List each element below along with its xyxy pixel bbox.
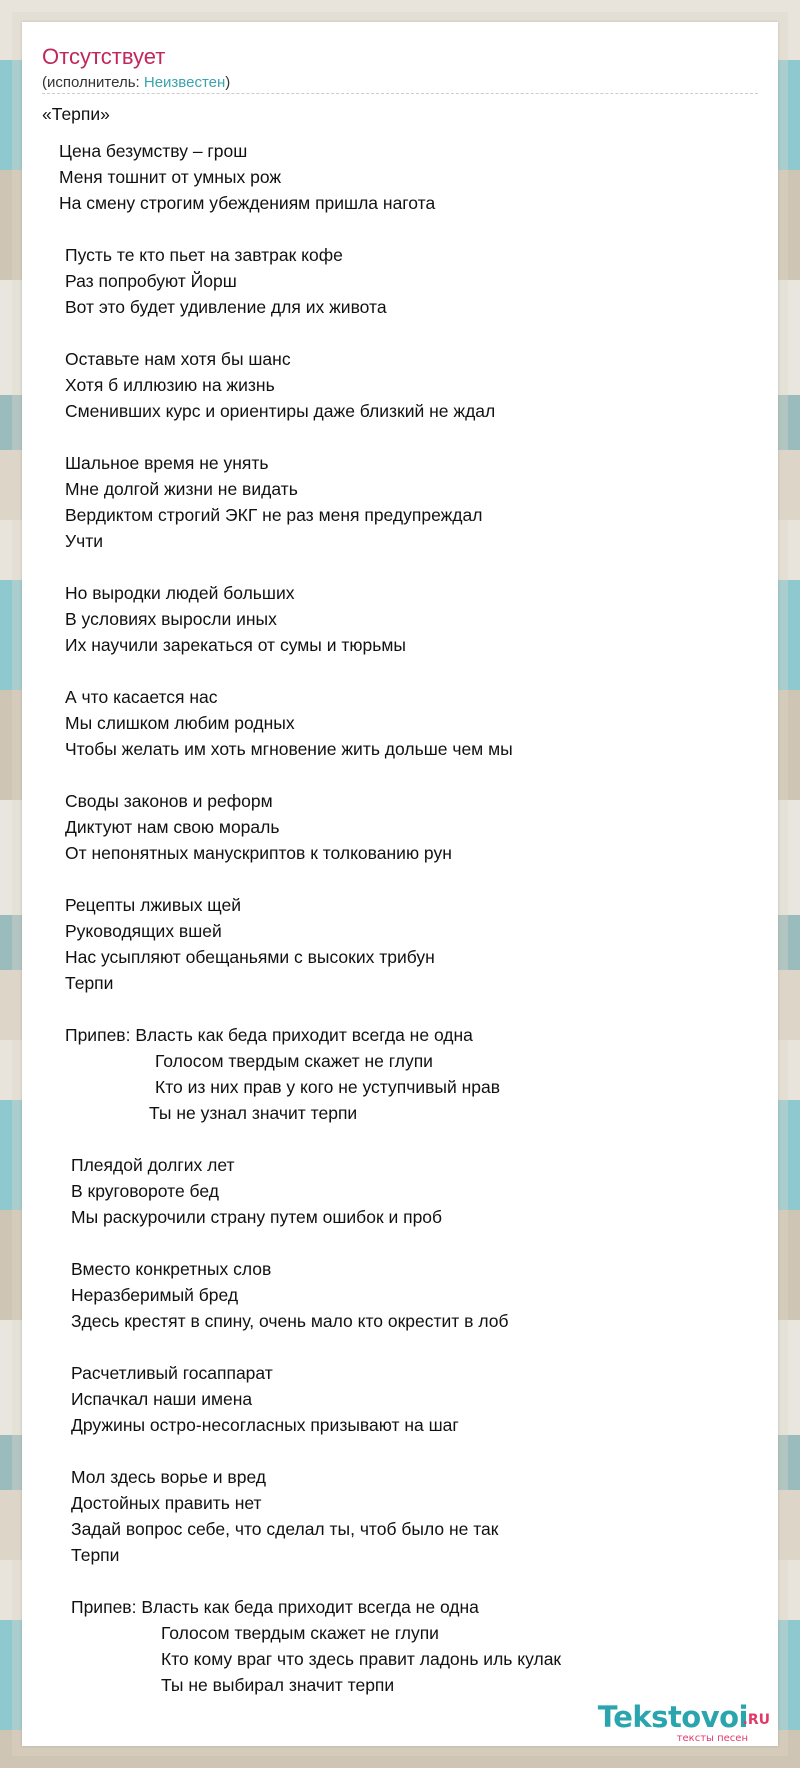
chorus-line: Кто кому враг что здесь правит ладонь иль кулак bbox=[161, 1649, 562, 1669]
lyric-line: Учти bbox=[65, 531, 104, 551]
lyric-line: Меня тошнит от умных рож bbox=[59, 167, 282, 187]
lyric-line: Терпи bbox=[65, 973, 114, 993]
artist-prefix: (исполнитель: bbox=[42, 74, 144, 91]
lyric-line: Терпи bbox=[71, 1545, 120, 1565]
lyric-line: Хотя б иллюзию на жизнь bbox=[65, 375, 275, 395]
lyric-line: Задай вопрос себе, что сделал ты, чтоб было не так bbox=[71, 1519, 499, 1539]
lyric-line: В круговороте бед bbox=[71, 1181, 219, 1201]
lyric-line: Вердиктом строгий ЭКГ не раз меня предупреждал bbox=[65, 505, 483, 525]
lyric-line: Достойных править нет bbox=[71, 1493, 262, 1513]
chorus-line: Голосом твердым скажет не глупи bbox=[155, 1051, 433, 1071]
lyric-line: Их научили зарекаться от сумы и тюрьмы bbox=[65, 635, 406, 655]
lyric-line: Руководящих вшей bbox=[65, 921, 222, 941]
watermark-brand: Tekstovoi bbox=[597, 1700, 748, 1734]
lyric-line: А что касается нас bbox=[65, 687, 218, 707]
lyric-line: Расчетливый госаппарат bbox=[71, 1363, 273, 1383]
lyric-line: Испачкал наши имена bbox=[71, 1389, 253, 1409]
lyric-line: Мы раскурочили страну путем ошибок и проб bbox=[71, 1207, 443, 1227]
chorus-line: Ты не выбирал значит терпи bbox=[161, 1675, 395, 1695]
artist-link[interactable]: Неизвестен bbox=[143, 74, 226, 91]
lyrics-card bbox=[22, 22, 778, 1746]
lyric-line: Плеядой долгих лет bbox=[71, 1155, 235, 1175]
lyric-line: Чтобы желать им хоть мгновение жить дольше чем мы bbox=[65, 739, 513, 759]
lyric-line: Мне долгой жизни не видать bbox=[65, 479, 298, 499]
lyric-line: Диктуют нам свою мораль bbox=[65, 817, 280, 837]
song-title: Отсутствует bbox=[42, 44, 166, 69]
watermark-tld: .RU bbox=[742, 1712, 770, 1728]
lyric-line: Рецепты лживых щей bbox=[65, 895, 242, 915]
lyric-line: В условиях выросли иных bbox=[65, 609, 277, 629]
lyric-line: Сменивших курс и ориентиры даже близкий не ждал bbox=[65, 401, 496, 421]
lyrics-body bbox=[22, 22, 778, 1746]
lyric-line: Пусть те кто пьет на завтрак кофе bbox=[65, 245, 343, 265]
lyric-line: Нас усыпляют обещаньями с высоких трибун bbox=[65, 947, 435, 967]
lyric-line: Неразберимый бред bbox=[71, 1285, 239, 1305]
artist-suffix: ) bbox=[225, 74, 231, 91]
lyric-line: Оставьте нам хотя бы шанс bbox=[65, 349, 291, 369]
lyric-line: Шальное время не унять bbox=[65, 453, 269, 473]
lyric-line: Вот это будет удивление для их живота bbox=[65, 297, 387, 317]
chorus-line: Ты не узнал значит терпи bbox=[149, 1103, 358, 1123]
song-quoted-title: «Терпи» bbox=[42, 104, 110, 124]
chorus-line: Голосом твердым скажет не глупи bbox=[161, 1623, 439, 1643]
lyric-line: Вместо конкретных слов bbox=[71, 1259, 272, 1279]
chorus-line: Кто из них прав у кого не уступчивый нрав bbox=[155, 1077, 501, 1097]
lyric-line: Дружины остро-несогласных призывают на шаг bbox=[71, 1415, 459, 1435]
lyric-line: Своды законов и реформ bbox=[65, 791, 273, 811]
watermark-tagline: тексты песен bbox=[676, 1733, 748, 1744]
chorus-line: Припев: Власть как беда приходит всегда не одна bbox=[71, 1597, 479, 1617]
lyric-line: Здесь крестят в спину, очень мало кто окрестит в лоб bbox=[71, 1311, 509, 1331]
lyric-line: Но выродки людей больших bbox=[65, 583, 295, 603]
lyric-line: Цена безумству – грош bbox=[59, 141, 248, 161]
lyric-line: Раз попробуют Йорш bbox=[65, 271, 237, 291]
chorus-line: Припев: Власть как беда приходит всегда не одна bbox=[65, 1025, 473, 1045]
lyric-line: Мол здесь ворье и вред bbox=[71, 1467, 267, 1487]
lyric-line: На смену строгим убеждениям пришла нагота bbox=[59, 193, 436, 213]
lyric-line: От непонятных манускриптов к толкованию рун bbox=[65, 843, 452, 863]
site-watermark bbox=[560, 1700, 770, 1744]
lyric-line: Мы слишком любим родных bbox=[65, 713, 295, 733]
